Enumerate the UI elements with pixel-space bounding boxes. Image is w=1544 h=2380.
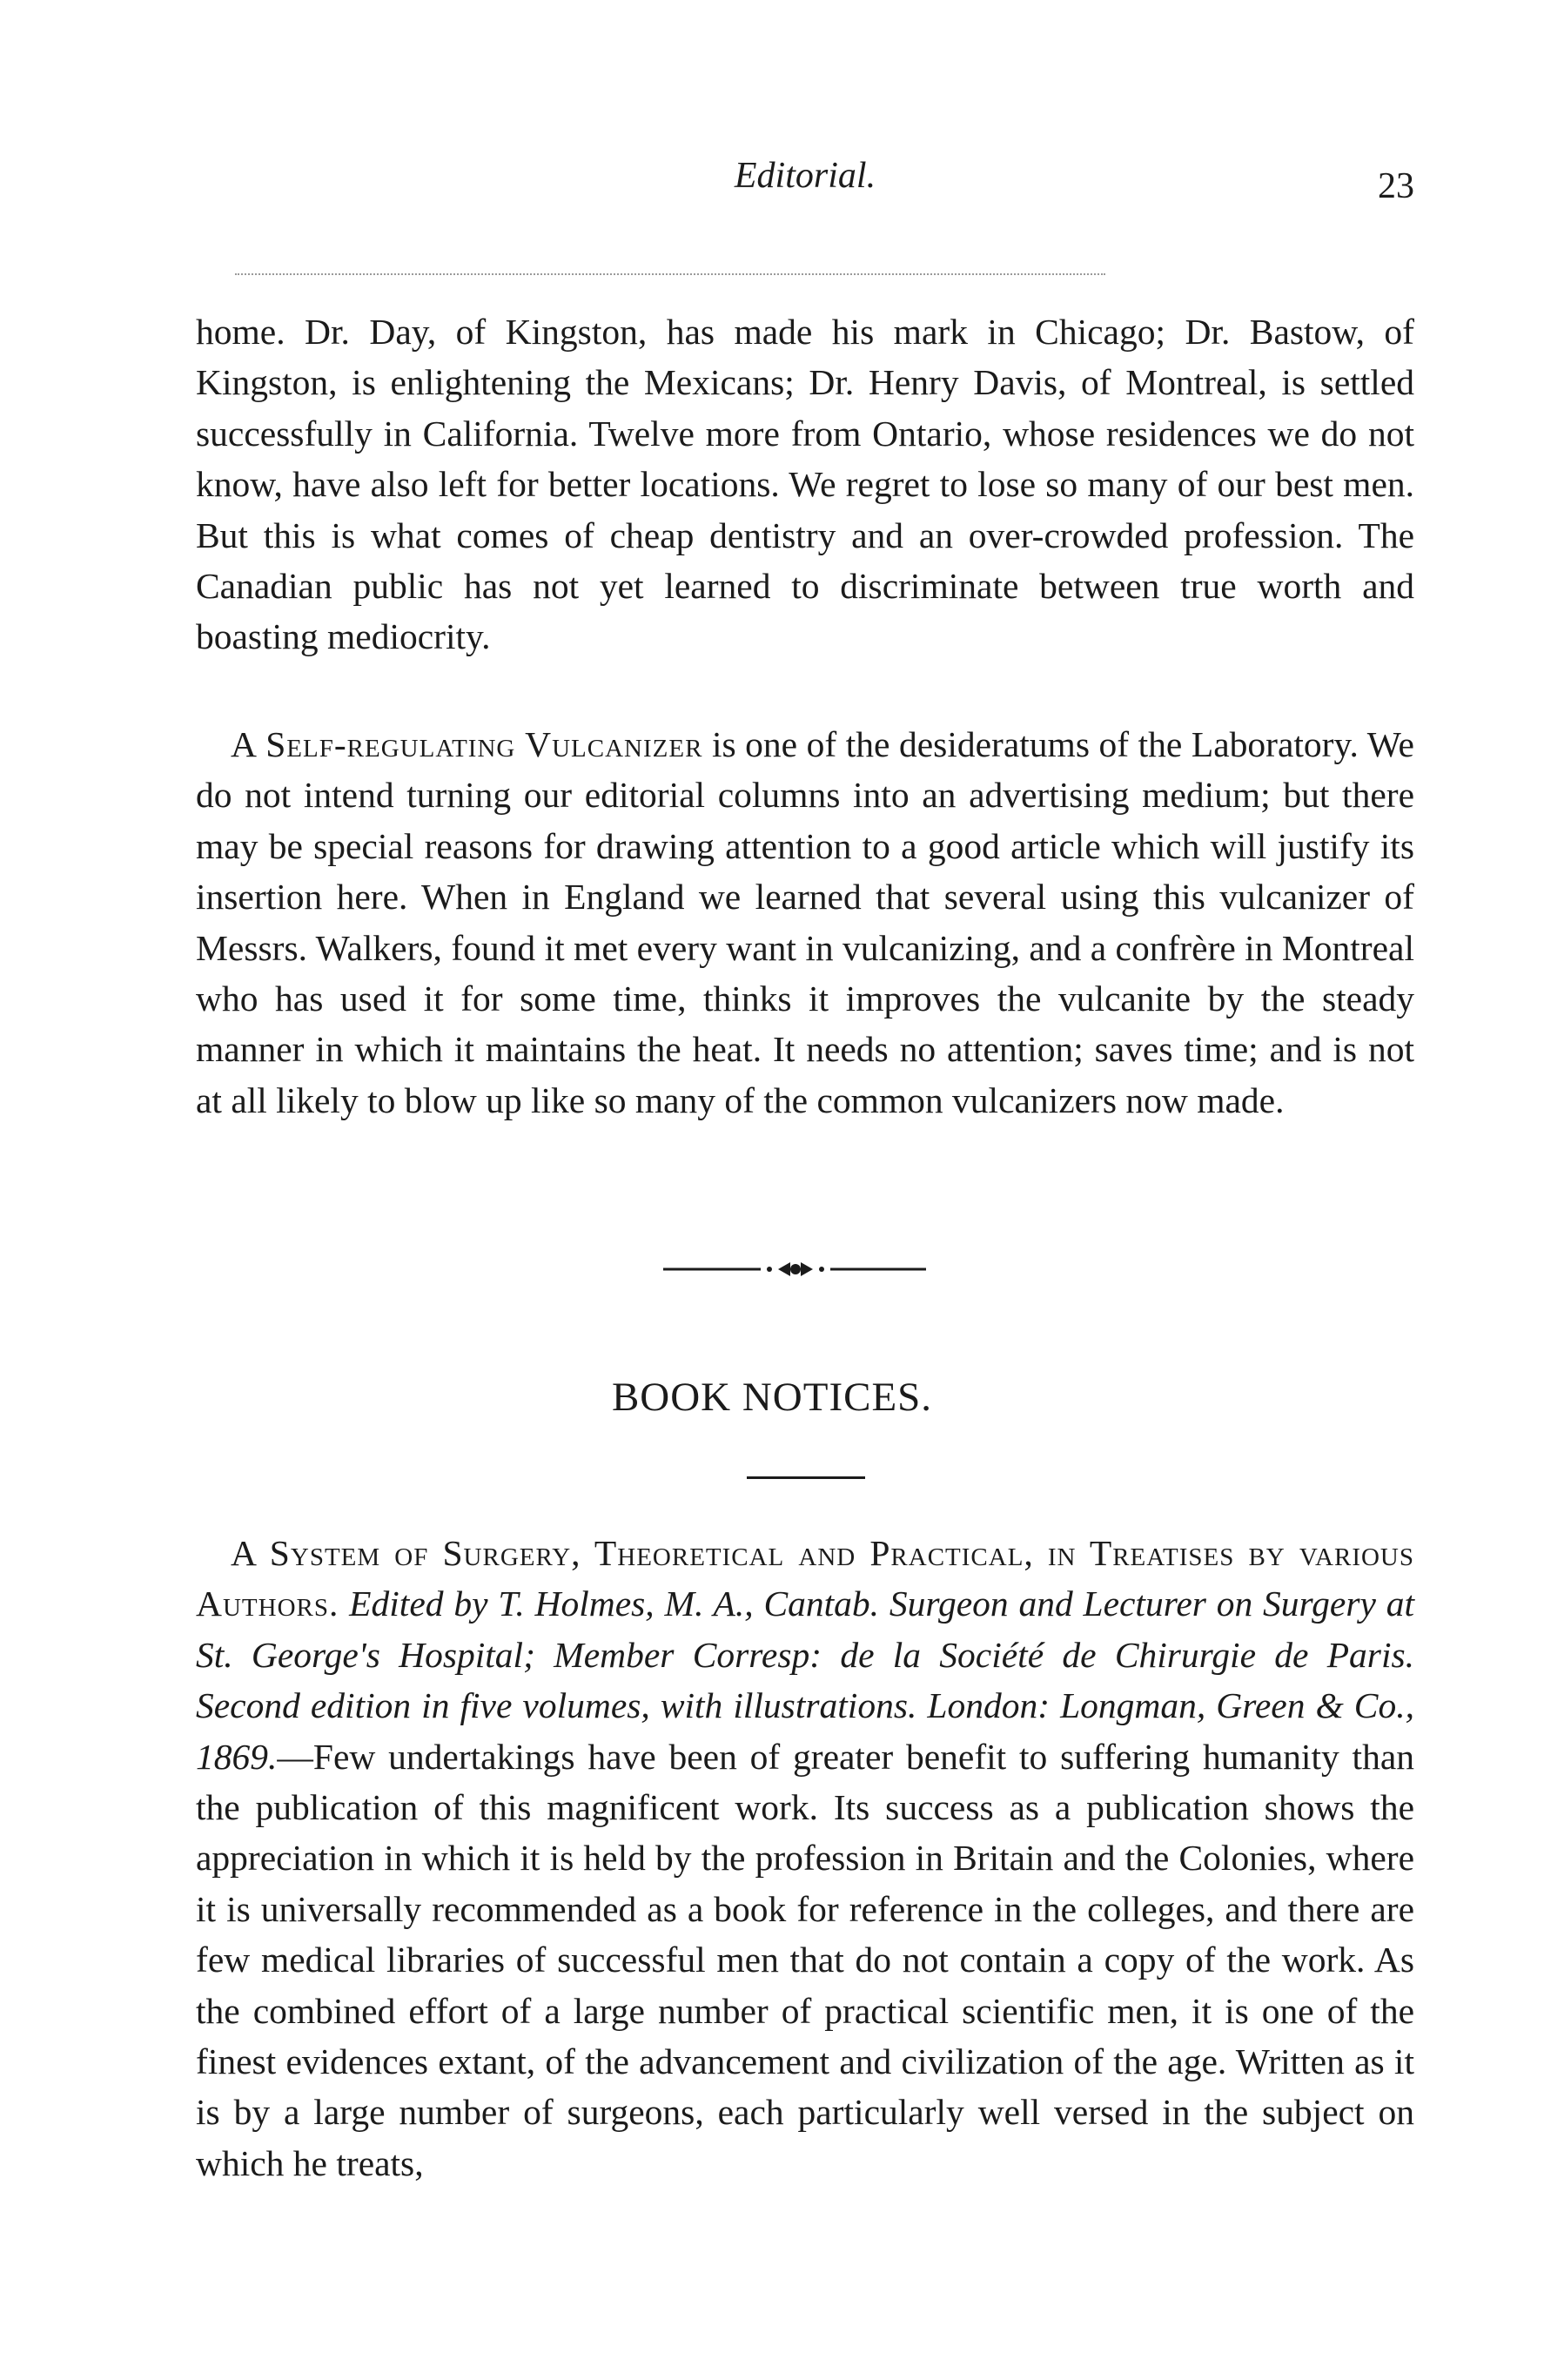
editorial-paragraph-2 — [196, 719, 1414, 1126]
section-ornament — [663, 1259, 926, 1280]
header-divider — [235, 273, 1105, 275]
paragraph-body: is one of the desideratums of the Laboratory. We do not intend turning our editorial columns into an advertising medium; but there may be special reasons for drawing attention to a good article which will justify its insertion here. When in England we learned that several using this vulcanizer of Messrs. Walkers, found it met every want in vulcanizing, and a confrère in Montreal who has used it for some time, thinks it improves the vulcanite by the steady manner in which it maintains the heat. It needs no attention; saves time; and is not at all likely to blow up like so many of the common vulcanizers now made. — [196, 724, 1414, 1120]
book-citation: Edited by T. Holmes, M. A., Cantab. Surgeon and Lecturer on Surgery at St. George's Hospital; Member Corresp: de la Société de Chirurgie de Paris. Second edition in five volumes, with illustrations. London: Longman, Green & Co., 1869. — [196, 1583, 1414, 1777]
editorial-vulcanizer-note — [196, 719, 1414, 1126]
book-notice-paragraph — [196, 1528, 1414, 2188]
heading-rule — [747, 1476, 865, 1479]
book-review-text: —Few undertakings have been of greater benefit to suffering humanity than the publication of this magnificent work. Its success as a publication shows the appreciation in which it is held by the profession in Britain and the Colonies, where it is universally recommended as a book for reference in the colleges, and there are few medical libraries of successful men that do not contain a copy of the work. As the combined effort of a large number of practical scientific men, it is one of the finest evidences extant, of the advancement and civilization of the age. Written as it is by a large number of surgeons, each particularly well versed in the subject on which he treats, — [196, 1736, 1414, 2183]
book-title: A System of Surgery, Theoretical and Practical, in Treatises by various Authors. — [196, 1533, 1414, 1624]
paragraph-lead: A Self-regulating Vulcanizer — [231, 724, 703, 764]
page-number: 23 — [1378, 166, 1414, 206]
editorial-section — [196, 306, 1414, 662]
book-notice-entry — [196, 1528, 1414, 2188]
editorial-paragraph-1: home. Dr. Day, of Kingston, has made his mark in Chicago; Dr. Bastow, of Kingston, is enlightening the Mexicans; Dr. Henry Davis, of Montreal, is settled successfully in California. Twelve more from Ontario, whose residences we do not know, have also left for better locations. We regret to lose so many of our best men. But this is what comes of cheap dentistry and an over-crowded profession. The Canadian public has not yet learned to discriminate between true worth and boasting mediocrity. — [196, 312, 1414, 657]
running-head — [196, 155, 1414, 216]
running-title: Editorial. — [734, 156, 876, 196]
book-notices-heading: BOOK NOTICES. — [611, 1375, 933, 1420]
